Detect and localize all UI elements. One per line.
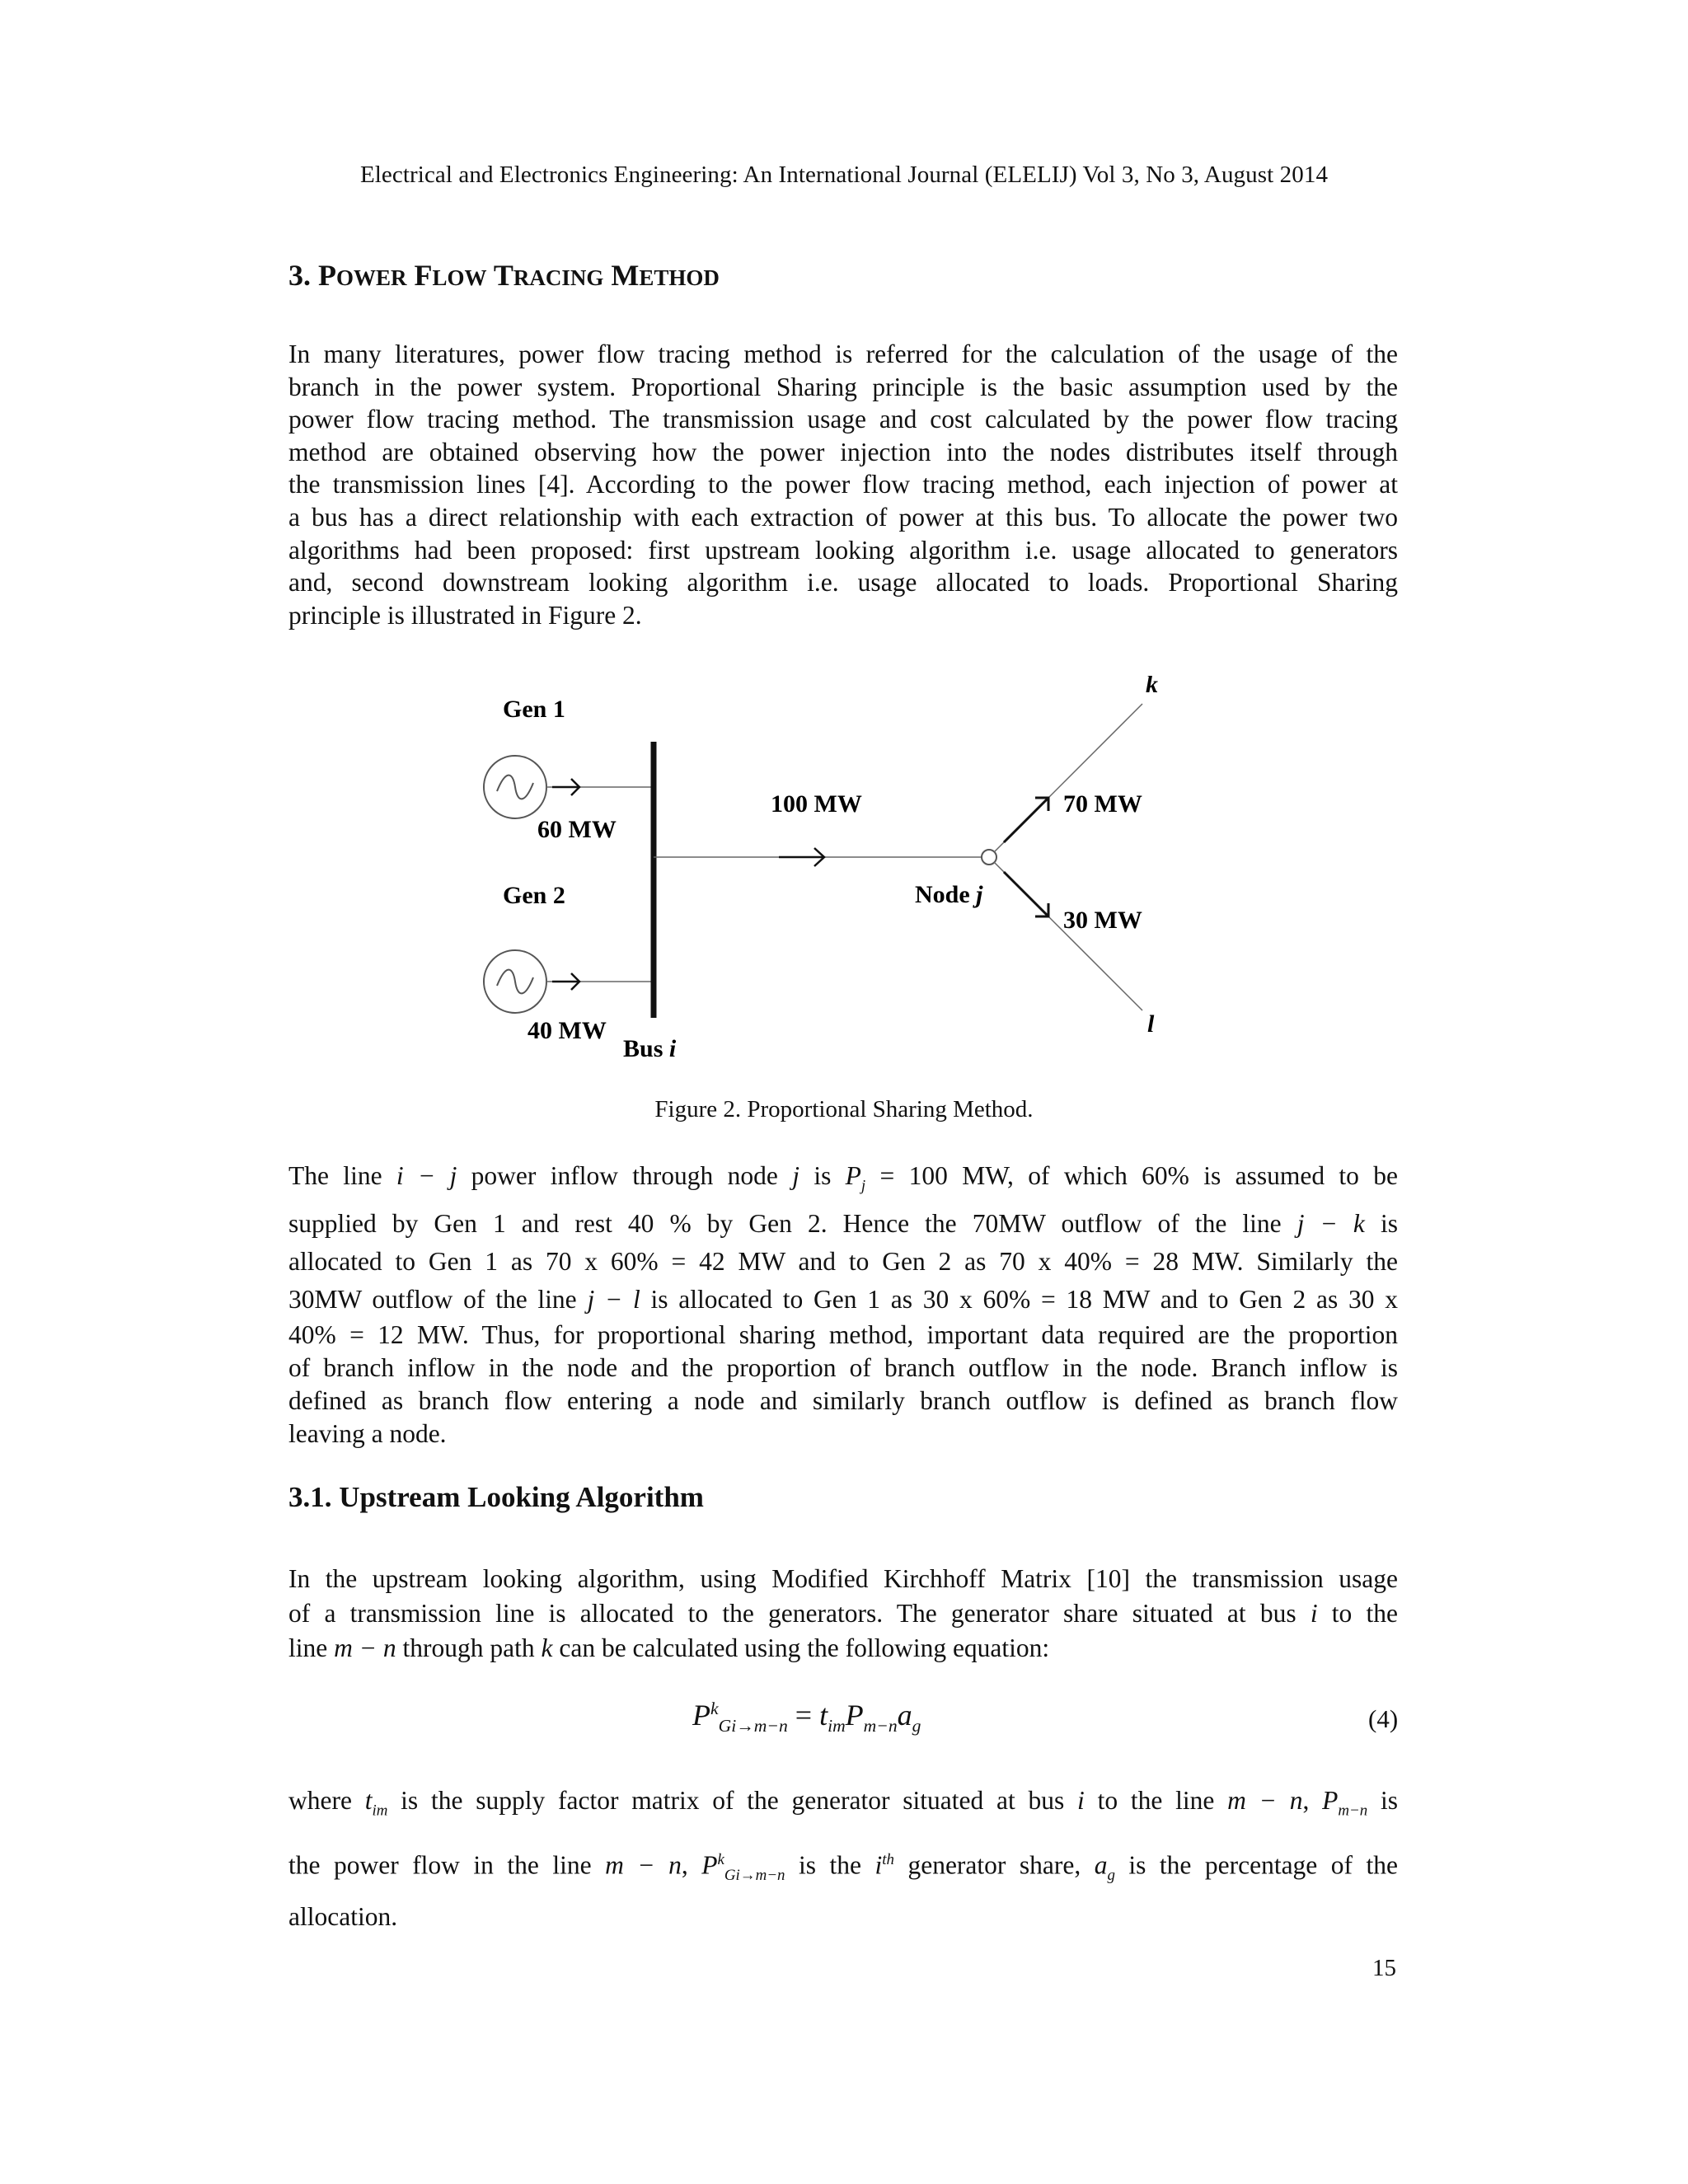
text-run: to the (1317, 1599, 1398, 1628)
l-label: l (1147, 1010, 1155, 1038)
text-run: is the (785, 1850, 875, 1880)
math-k: k (541, 1633, 553, 1662)
eq-subscript-mn: m−n (863, 1716, 898, 1736)
math-m-n: m − n (1227, 1786, 1303, 1815)
math-i: i (874, 1850, 883, 1880)
section-title-word-3-initial: T (493, 259, 513, 292)
text-run: is (799, 1161, 846, 1190)
text-run: 30MW outflow of the line (288, 1285, 588, 1315)
math-i: i (1310, 1599, 1318, 1628)
node-var: j (976, 881, 983, 908)
math-a: a (1094, 1850, 1108, 1880)
text-run: generator share, (893, 1850, 1095, 1880)
node-label-text: Node (915, 881, 977, 908)
math-superscript: th (882, 1851, 894, 1869)
intro-line: power flow tracing method. The transmission usage and cost calculated by the power flow tracing (288, 405, 1398, 434)
gen1-label: Gen 1 (503, 696, 565, 723)
text-run: is the supply factor matrix of the generator situated at bus (387, 1786, 1078, 1815)
math-t: t (364, 1786, 373, 1815)
explanation-paragraph (288, 1157, 1398, 1451)
eq-subscript-im: im (828, 1716, 846, 1736)
k-mw-label: 70 MW (1063, 790, 1142, 818)
eq-superscript-k: k (710, 1699, 719, 1718)
figure-caption: Figure 2. Proportional Sharing Method. (654, 1096, 1034, 1122)
bus-label-text: Bus (623, 1035, 669, 1062)
sine-icon (497, 776, 533, 799)
text-run: power inflow through node (457, 1161, 793, 1190)
arrow-up-right-icon (1004, 798, 1048, 842)
gen2-mw-label: 40 MW (528, 1017, 607, 1044)
gen2-label: Gen 2 (503, 882, 565, 909)
math-i: i (1077, 1786, 1085, 1815)
body-line: allocated to Gen 1 as 70 x 60% = 42 MW and to Gen 2 as 70 x 40% = 28 MW. Similarly the (288, 1247, 1398, 1277)
body-line (288, 1157, 1398, 1205)
math-subscript: Gi→m−n (724, 1867, 785, 1885)
intro-line: algorithms had been proposed: first upstream looking algorithm i.e. usage allocated to generators (288, 535, 1398, 565)
body-line: In the upstream looking algorithm, using Modified Kirchhoff Matrix [10] the transmission usage (288, 1564, 1398, 1593)
eq-a: a (897, 1699, 912, 1732)
math-subscript: m−n (1338, 1802, 1368, 1820)
body-line (288, 1205, 1398, 1243)
math-j-k: j − k (1296, 1209, 1365, 1239)
body-line: 40% = 12 MW. Thus, for proportional sharing method, important data required are the proportion (288, 1320, 1398, 1350)
section-title-word-4-rest: ETHOD (639, 265, 720, 290)
text-run: is allocated to Gen 1 as 30 x 60% = 18 MW and to Gen 2 as 30 x (640, 1285, 1399, 1315)
text-run: through path (396, 1633, 542, 1662)
body-line: allocation. (288, 1902, 398, 1932)
arrow-right-icon (552, 973, 579, 990)
text-run: , (681, 1850, 702, 1880)
eq-P: P (692, 1699, 710, 1732)
section-title-word-2-initial: F (414, 259, 433, 292)
math-i-j: i − j (396, 1161, 457, 1190)
intro-line: and, second downstream looking algorithm i.e. usage allocated to loads. Proportional Sharing (288, 568, 1398, 598)
math-subscript: j (860, 1177, 866, 1195)
text-run: can be calculated using the following equation: (552, 1633, 1050, 1662)
intro-line: branch in the power system. Proportional Sharing principle is the basic assumption used by the (288, 372, 1398, 401)
page-number: 15 (1372, 1955, 1396, 1981)
math-m-n: m − n (334, 1633, 396, 1662)
arrow-right-icon (779, 848, 824, 866)
text-run: is the percentage of the (1114, 1850, 1399, 1880)
text-run: = 100 MW, of which 60% is assumed to be (865, 1161, 1398, 1190)
text-run: line (288, 1633, 335, 1662)
arrow-down-right-icon (1004, 872, 1048, 916)
intro-line: a bus has a direct relationship with each extraction of power at this bus. To allocate the power two (288, 502, 1398, 532)
text-run: the power flow in the line (288, 1850, 606, 1880)
gen1-mw-label: 60 MW (537, 816, 617, 843)
intro-line: principle is illustrated in Figure 2. (288, 600, 642, 630)
math-P: P (845, 1161, 861, 1190)
body-line (288, 1631, 1398, 1666)
where-paragraph (288, 1776, 1398, 1933)
math-P: P (1322, 1786, 1339, 1815)
equation-4 (692, 1698, 921, 1736)
bus-var: i (668, 1035, 677, 1062)
section-title-word-1-rest: OWER (336, 265, 407, 290)
proportional-sharing-diagram (462, 676, 1203, 1071)
node-label (915, 881, 983, 908)
intro-line: the transmission lines [4]. According to the power flow tracing method, each injection of power at (288, 470, 1398, 499)
equation-number: (4) (1368, 1704, 1399, 1733)
text-run: of a transmission line is allocated to the generators. The generator share situated at bus (288, 1599, 1311, 1628)
math-superscript: k (717, 1851, 724, 1869)
k-label: k (1146, 676, 1158, 698)
text-run: supplied by Gen 1 and rest 40 % by Gen 2. Hence the 70MW outflow of the line (288, 1209, 1297, 1239)
section-title-word-2-rest: LOW (432, 265, 487, 290)
body-line: leaving a node. (288, 1419, 447, 1449)
eq-t: t (819, 1699, 828, 1732)
body-line: defined as branch flow entering a node and similarly branch outflow is defined as branch flow (288, 1386, 1398, 1416)
text-run: is (1367, 1786, 1398, 1815)
body-line (288, 1835, 1398, 1900)
text-run: is (1364, 1209, 1398, 1239)
body-line (288, 1776, 1398, 1835)
running-head: Electrical and Electronics Engineering: An International Journal (ELELIJ) Vol 3, No 3, August 2014 (359, 162, 1329, 188)
body-line (288, 1596, 1398, 1631)
math-j: j (792, 1161, 799, 1190)
math-subscript: g (1107, 1867, 1115, 1885)
section-title (288, 258, 720, 293)
section-title-word-1-initial: P (318, 259, 336, 292)
sine-icon (497, 970, 533, 994)
math-P: P (701, 1850, 718, 1880)
body-line: of branch inflow in the node and the proportion of branch outflow in the node. Branch inflow is (288, 1353, 1398, 1383)
upstream-paragraph (288, 1562, 1398, 1666)
subsection-title: 3.1. Upstream Looking Algorithm (288, 1481, 704, 1513)
text-run: The line (288, 1161, 396, 1190)
math-subscript: im (372, 1802, 388, 1820)
section-title-word-3-rest: RACING (513, 265, 604, 290)
bus-label (623, 1035, 677, 1062)
text-run: to the line (1084, 1786, 1228, 1815)
section-number: 3. (288, 259, 318, 292)
eq-equals: = (787, 1699, 820, 1732)
body-line (288, 1281, 1398, 1319)
text-run: where (288, 1786, 365, 1815)
intro-line: method are obtained observing how the power injection into the nodes distributes itself through (288, 437, 1398, 466)
intro-line: In many literatures, power flow tracing method is referred for the calculation of the usage of the (288, 340, 1398, 368)
intro-paragraph (288, 338, 1398, 631)
math-j-l: j − l (587, 1285, 640, 1315)
line-mw-label: 100 MW (771, 790, 862, 818)
eq-P2: P (845, 1699, 864, 1732)
eq-subscript-G: Gi→m−n (718, 1716, 788, 1736)
l-mw-label: 30 MW (1063, 907, 1142, 934)
section-title-word-4-initial: M (611, 259, 640, 292)
text-run: , (1302, 1786, 1323, 1815)
math-m-n: m − n (605, 1850, 682, 1880)
arrow-right-icon (552, 779, 579, 795)
eq-subscript-g: g (912, 1716, 921, 1736)
